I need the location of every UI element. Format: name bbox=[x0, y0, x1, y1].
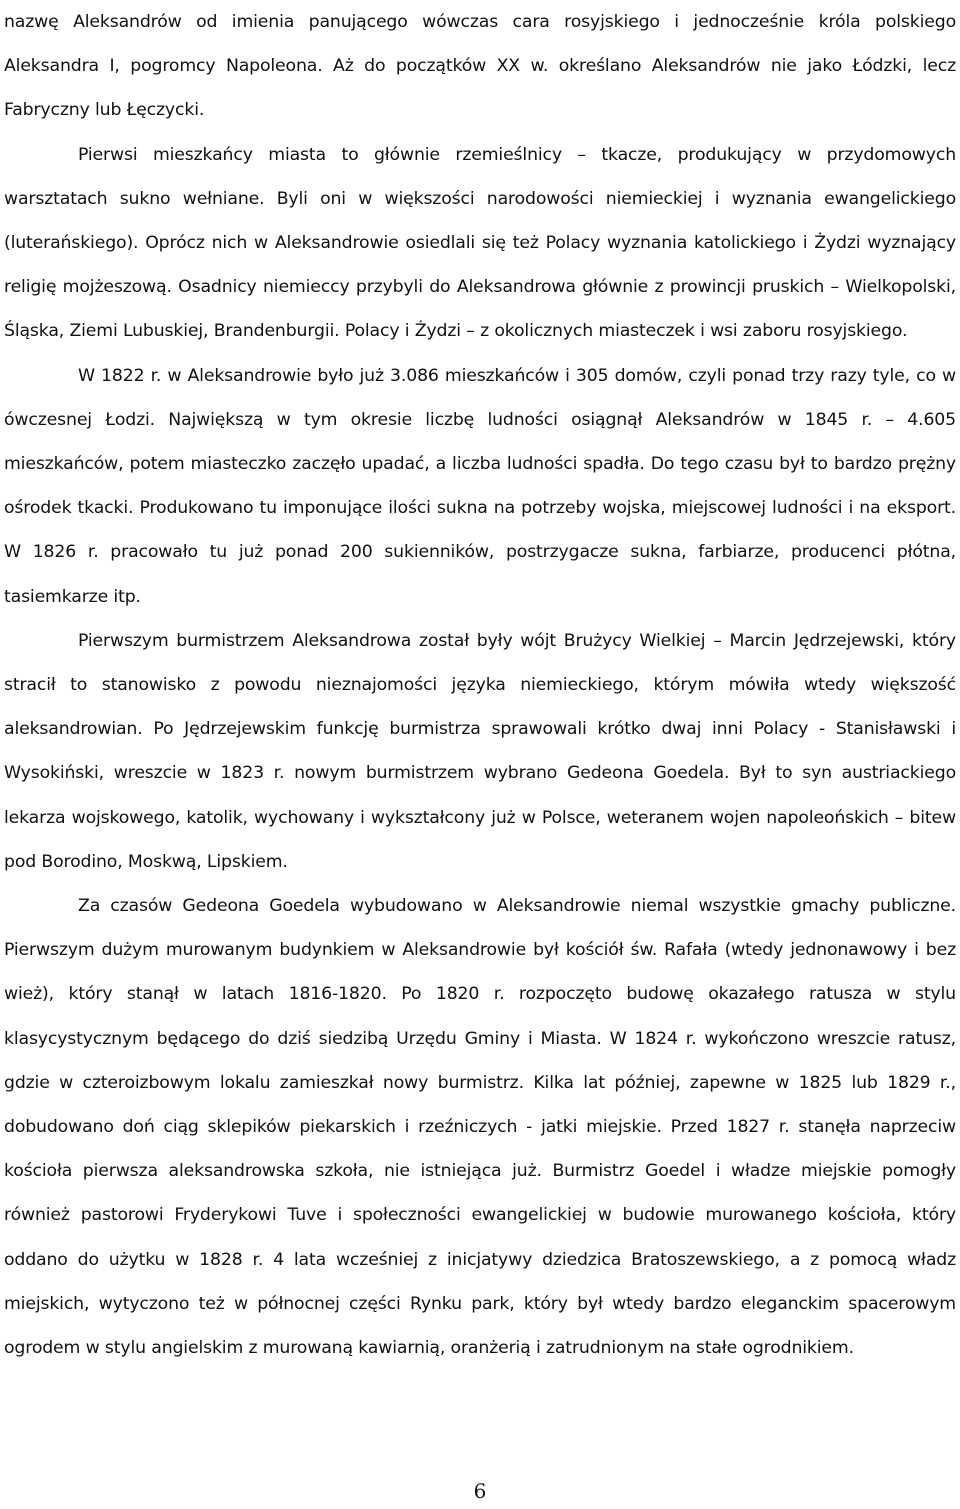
paragraph: nazwę Aleksandrów od imienia panującego wówczas cara rosyjskiego i jednocześnie króla polskiego Aleksandra I, pogromcy Napoleona. Aż do początków XX w. określano Aleksandrów nie jako Łódzki, lecz Fabryczny lub Łęczycki. bbox=[4, 12, 956, 121]
paragraph: Za czasów Gedeona Goedela wybudowano w Aleksandrowie niemal wszystkie gmachy publiczne. Pierwszym dużym murowanym budynkiem w Aleksandrowie był kościół św. Rafała (wtedy jednonawowy i bez wież), który stanął w latach 1816-1820. Po 1820 r. rozpoczęto budowę okazałego ratusza w stylu klasycystycznym będącego do dziś siedzibą Urzędu Gminy i Miasta. W 1824 r. wykończono wreszcie ratusz, gdzie w czteroizbowym lokalu zamieszkał nowy burmistrz. Kilka lat później, zapewne w 1825 lub 1829 r., dobudowano doń ciąg sklepików piekarskich i rzeźniczych - jatki miejskie. Przed 1827 r. stanęła naprzeciw kościoła pierwsza aleksandrowska szkoła, nie istniejąca już. Burmistrz Goedel i władze miejskie pomogły również pastorowi Fryderykowi Tuve i społeczności ewangelickiej w budowie murowanego kościoła, który oddano do użytku w 1828 r. 4 lata wcześniej z inicjatywy dziedzica Bratoszewskiego, a z pomocą władz miejskich, wytyczono też w północnej części Rynku park, który był wtedy bardzo eleganckim spacerowym ogrodem w stylu angielskim z murowaną kawiarnią, oranżerią i zatrudnionym na stałe ogrodnikiem. bbox=[4, 896, 956, 1359]
page-number: 6 bbox=[473, 1479, 487, 1503]
paragraph: W 1822 r. w Aleksandrowie było już 3.086 mieszkańców i 305 domów, czyli ponad trzy razy tyle, co w ówczesnej Łodzi. Największą w tym okresie liczbę ludności osiągnął Aleksandrów w 1845 r. – 4.605 mieszkańców, potem miasteczko zaczęło upadać, a liczba ludności spadła. Do tego czasu był to bardzo prężny ośrodek tkacki. Produkowano tu imponujące ilości sukna na potrzeby wojska, miejscowej ludności i na eksport. W 1826 r. pracowało tu już ponad 200 sukienników, postrzygacze sukna, farbiarze, producenci płótna, tasiemkarze itp. bbox=[4, 365, 956, 607]
paragraph: Pierwszym burmistrzem Aleksandrowa został były wójt Brużycy Wielkiej – Marcin Jędrzejewski, który stracił to stanowisko z powodu nieznajomości języka niemieckiego, którym mówiła wtedy większość aleksandrowian. Po Jędrzejewskim funkcję burmistrza sprawowali krótko dwaj inni Polacy - Stanisławski i Wysokiński, wreszcie w 1823 r. nowym burmistrzem wybrano Gedeona Goedela. Był to syn austriackiego lekarza wojskowego, katolik, wychowany i wykształcony już w Polsce, weteranem wojen napoleońskich – bitew pod Borodino, Moskwą, Lipskiem. bbox=[4, 630, 956, 872]
body-text bbox=[4, 0, 956, 1370]
paragraph: Pierwsi mieszkańcy miasta to głównie rzemieślnicy – tkacze, produkujący w przydomowych warsztatach sukno wełniane. Byli oni w większości narodowości niemieckiej i wyznania ewangelickiego (luterańskiego). Oprócz nich w Aleksandrowie osiedlali się też Polacy wyznania katolickiego i Żydzi wyznający religię mojżeszową. Osadnicy niemieccy przybyli do Aleksandrowa głównie z prowincji pruskich – Wielkopolski, Śląska, Ziemi Lubuskiej, Brandenburgii. Polacy i Żydzi – z okolicznych miasteczek i wsi zaboru rosyjskiego. bbox=[4, 144, 956, 342]
